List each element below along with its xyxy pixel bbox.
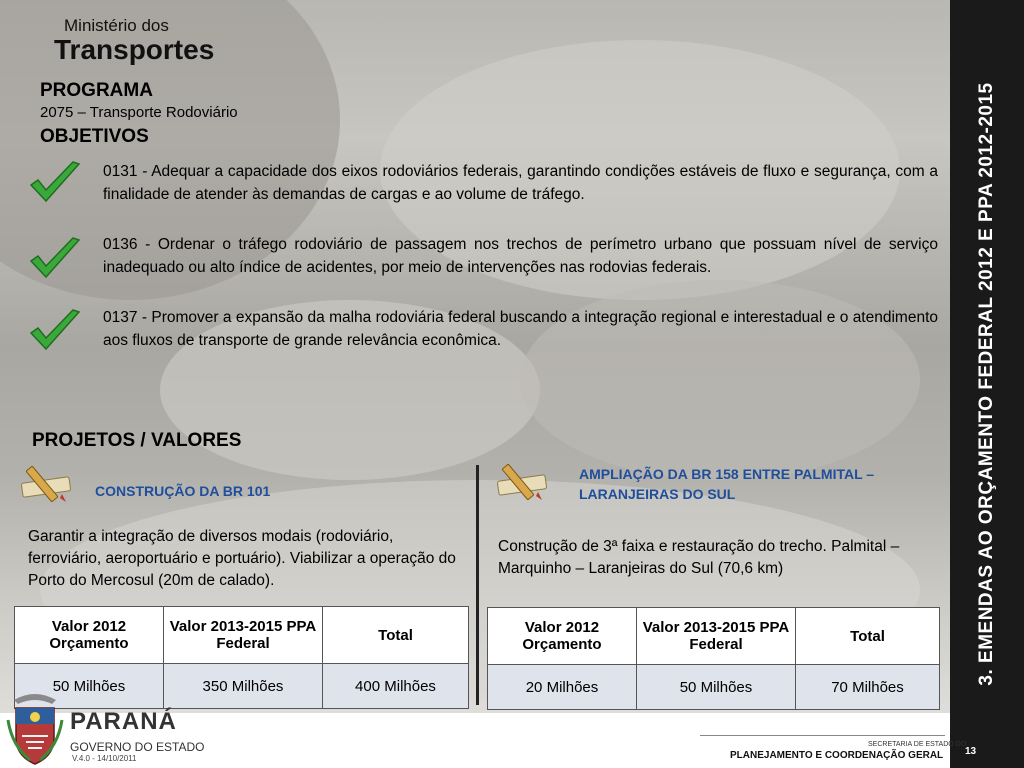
- table-header-valor-2012: Valor 2012 Orçamento: [488, 608, 637, 665]
- table-header-total: Total: [323, 607, 469, 664]
- ministry-title: Transportes: [54, 34, 215, 65]
- project-title: AMPLIAÇÃO DA BR 158 ENTRE PALMITAL – LARANJEIRAS DO SUL: [579, 466, 875, 502]
- objetivo-item: 0137 - Promover a expansão da malha rodoviária federal buscando a integração regional e interestadual e o atendimento aos fluxos de transporte de grande relevância econômica.: [103, 309, 938, 349]
- table-cell-valor-2012: 50 Milhões: [15, 664, 164, 709]
- ruler-pencil-icon: [18, 462, 78, 506]
- coat-of-arms-icon: [6, 690, 64, 766]
- government-label: GOVERNO DO ESTADO: [70, 740, 205, 754]
- table-cell-total: 400 Milhões: [323, 664, 469, 709]
- table-cell-valor-ppa: 50 Milhões: [637, 665, 796, 710]
- table-row: [15, 664, 469, 709]
- section-vertical-title: 3. EMENDAS AO ORÇAMENTO FEDERAL 2012 E PPA 2012-2015: [976, 82, 997, 686]
- programa-subtitle: 2075 – Transporte Rodoviário: [40, 104, 238, 121]
- table-header-valor-ppa: Valor 2013-2015 PPA Federal: [164, 607, 323, 664]
- project-values-table: [487, 607, 940, 710]
- secretaria-label: SECRETARIA DE ESTADO DO: [868, 741, 967, 748]
- table-cell-valor-ppa: 350 Milhões: [164, 664, 323, 709]
- programa-heading: PROGRAMA: [40, 80, 153, 101]
- table-cell-valor-2012: 20 Milhões: [488, 665, 637, 710]
- table-cell-total: 70 Milhões: [796, 665, 940, 710]
- department-label: PLANEJAMENTO E COORDENAÇÃO GERAL: [730, 750, 944, 761]
- project-description: Garantir a integração de diversos modais (rodoviário, ferroviário, aeroportuário e portuário). Viabilizar a operação do Porto do Mercosul (20m de calado).: [28, 528, 456, 589]
- ruler-pencil-icon: [494, 460, 554, 504]
- check-icon: [28, 160, 82, 206]
- project-title: CONSTRUÇÃO DA BR 101: [95, 483, 271, 499]
- page-number: 13: [965, 746, 977, 757]
- objetivos-heading: OBJETIVOS: [40, 126, 149, 147]
- check-icon: [28, 236, 82, 282]
- objetivo-item: 0131 - Adequar a capacidade dos eixos rodoviários federais, garantindo condições estáveis de fluxo e segurança, com a finalidade de atender às demandas de cargas e ao volume de tráfego.: [103, 163, 938, 203]
- objetivo-item: 0136 - Ordenar o tráfego rodoviário de passagem nos trechos de perímetro urbano que possuam nível de serviço inadequado ou alto índice de acidentes, por meio de intervenções nas rodovias federais.: [103, 236, 938, 276]
- column-divider: [476, 465, 479, 705]
- footer-divider: [700, 735, 945, 736]
- version-label: V.4.0 - 14/10/2011: [72, 754, 137, 763]
- ministry-label: Ministério dos: [64, 16, 169, 35]
- state-brand: PARANÁ: [70, 708, 177, 735]
- table-header-valor-ppa: Valor 2013-2015 PPA Federal: [637, 608, 796, 665]
- projetos-heading: PROJETOS / VALORES: [32, 430, 242, 451]
- check-icon: [28, 308, 82, 354]
- project-description: Construção de 3ª faixa e restauração do trecho. Palmital – Marquinho – Laranjeiras do Sul (70,6 km): [498, 538, 900, 577]
- table-row: [488, 665, 940, 710]
- section-sidebar: [950, 0, 1024, 768]
- table-header-valor-2012: Valor 2012 Orçamento: [15, 607, 164, 664]
- project-values-table: [14, 606, 469, 709]
- table-header-total: Total: [796, 608, 940, 665]
